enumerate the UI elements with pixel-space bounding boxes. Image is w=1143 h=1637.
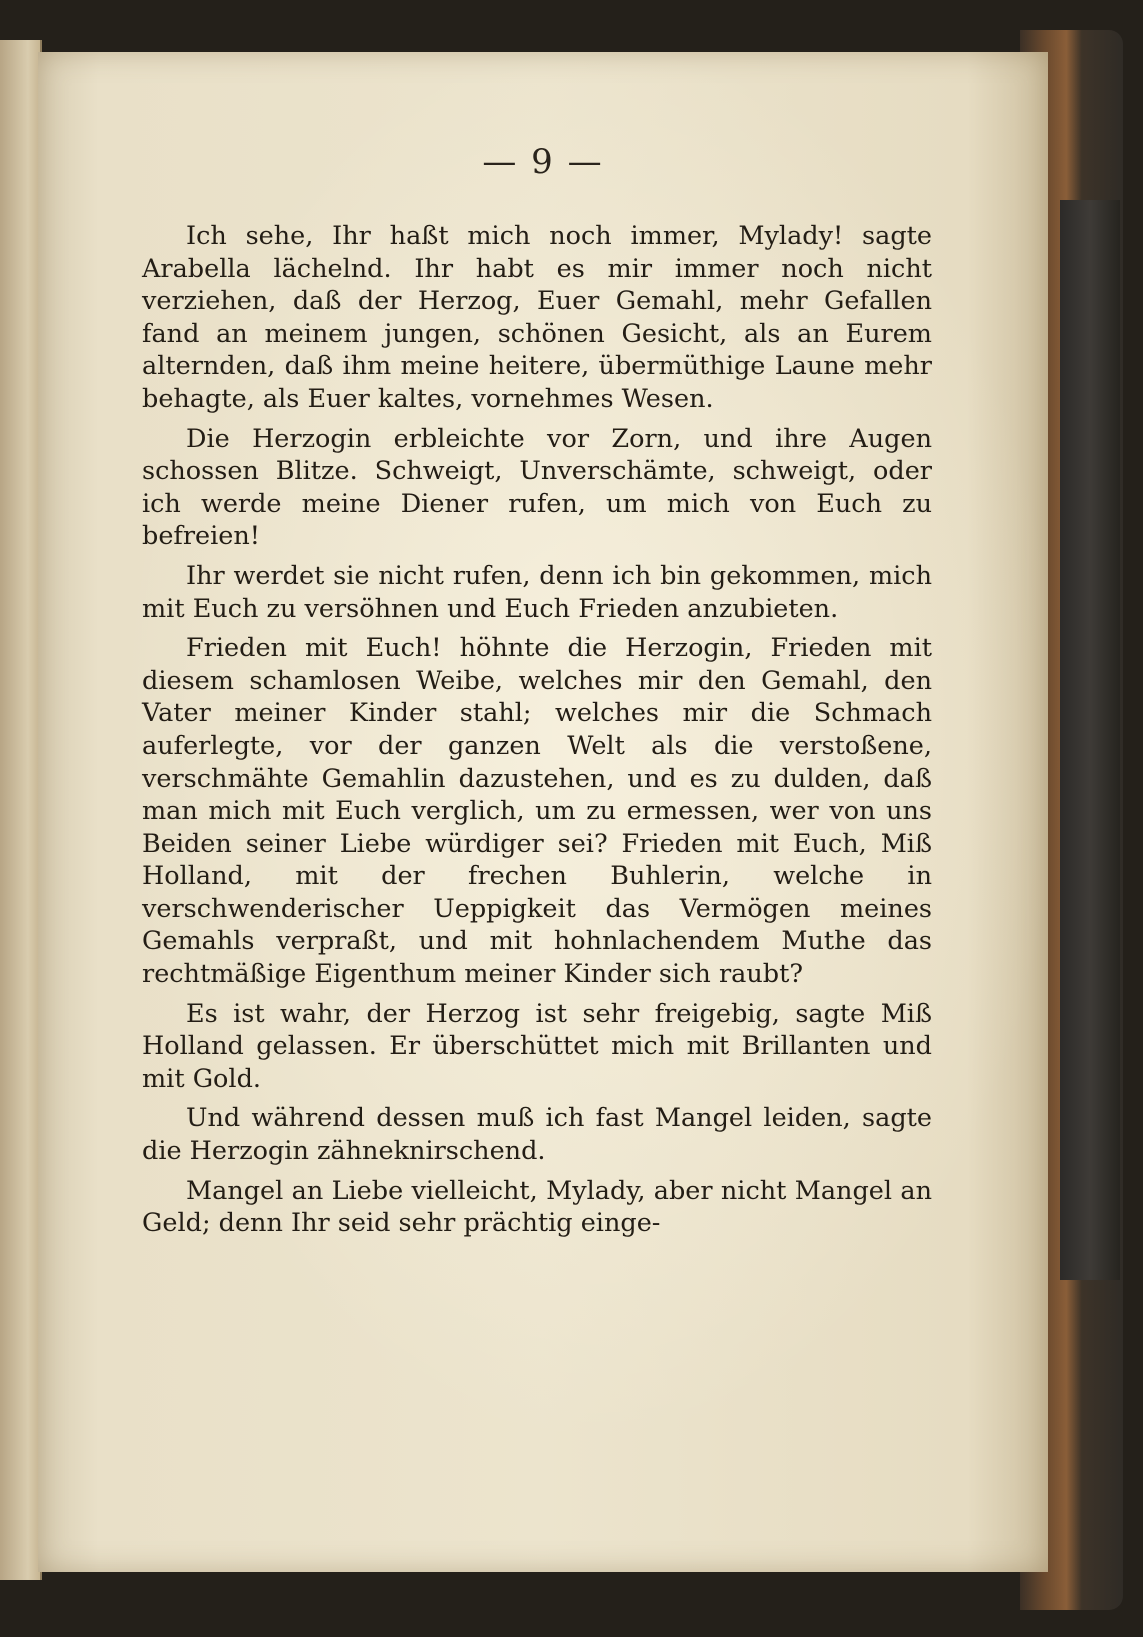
paragraph-2: Die Herzogin erbleichte vor Zorn, und ihre Augen schossen Blitze. Schweigt, Unverschämte, schweigt, oder ich werde meine Diener rufen, um mich von Euch zu befreien! <box>142 423 932 552</box>
paragraph-7: Mangel an Liebe vielleicht, Mylady, aber nicht Mangel an Geld; denn Ihr seid sehr prächtig einge- <box>142 1175 932 1239</box>
cover-cloth-strip <box>1060 200 1120 1280</box>
paragraph-3: Ihr werdet sie nicht rufen, denn ich bin gekommen, mich mit Euch zu versöhnen und Euch Frieden anzubieten. <box>142 560 932 624</box>
paragraph-4: Frieden mit Euch! höhnte die Herzogin, Frieden mit diesem schamlosen Weibe, welches mir den Gemahl, den Vater meiner Kinder stahl; welches mir die Schmach auferlegte, vor der ganzen Welt als die verstoßene, verschmähte Gemahlin dazustehen, und es zu dulden, daß man mich mit Euch verglich, um zu ermessen, wer von uns Beiden seiner Liebe würdiger sei? Frieden mit Euch, Miß Holland, mit der frechen Buhlerin, welche in verschwenderischer Ueppigkeit das Vermögen meines Gemahls verpraßt, und mit hohnlachendem Muthe das rechtmäßige Eigenthum meiner Kinder sich raubt? <box>142 633 932 990</box>
facing-page-edge <box>0 40 42 1580</box>
book-page <box>38 52 1048 1572</box>
paragraph-6: Und während dessen muß ich fast Mangel leiden, sagte die Herzogin zähneknirschend. <box>142 1103 932 1167</box>
paragraph-1: Ich sehe, Ihr haßt mich noch immer, Mylady! sagte Arabella lächelnd. Ihr habt es mir immer noch nicht verziehen, daß der Herzog, Euer Gemahl, mehr Gefallen fand an meinem jungen, schönen Gesicht, als an Eurem alternden, daß ihm meine heitere, übermüthige Laune mehr behagte, als Euer kaltes, vornehmes Wesen. <box>142 221 932 414</box>
body-text <box>142 220 932 1247</box>
page-number: — 9 — <box>482 142 604 182</box>
paragraph-5: Es ist wahr, der Herzog ist sehr freigebig, sagte Miß Holland gelassen. Er überschüttet mich mit Brillanten und mit Gold. <box>142 998 932 1094</box>
